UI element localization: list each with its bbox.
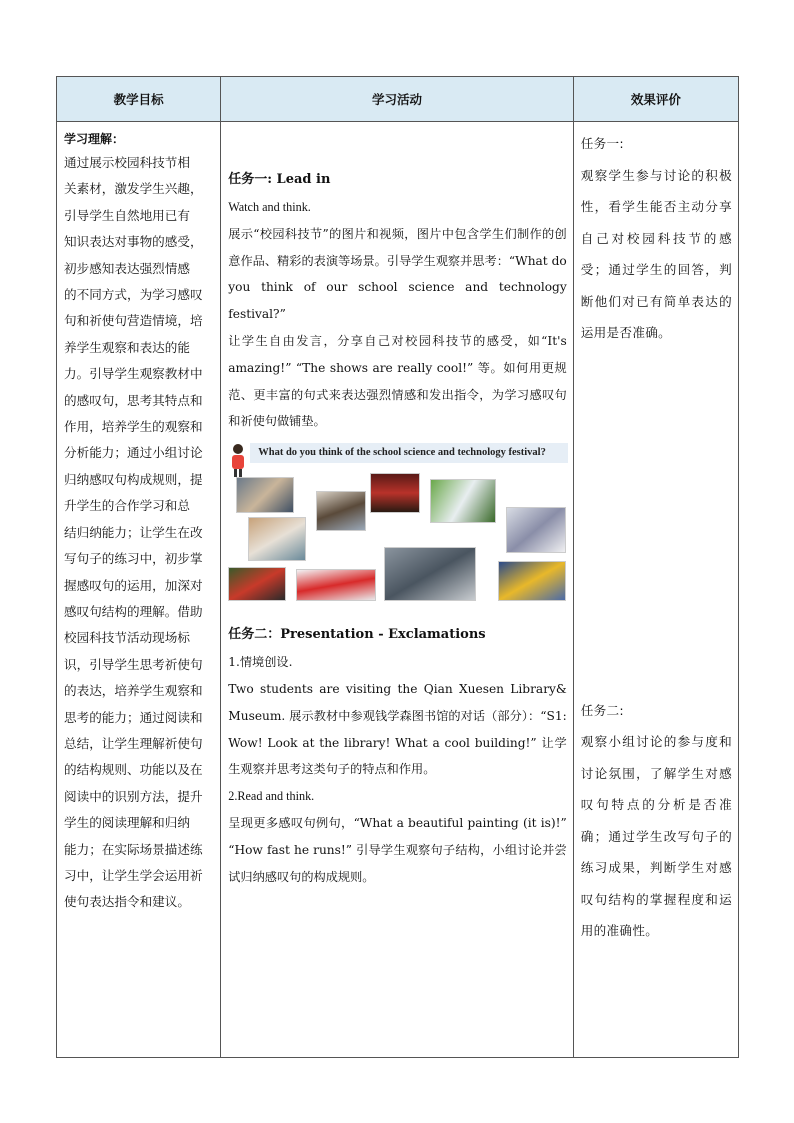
objectives-line: 养学生观察和表达的能 <box>64 339 190 355</box>
objectives-line: 归纳感叹句构成规则，提 <box>64 471 203 487</box>
task2-step1: 1.情境创设. <box>228 655 293 670</box>
objectives-line: 使句表达指令和建议。 <box>64 894 190 910</box>
objectives-line: 的结构规则、功能以及在 <box>64 762 203 778</box>
header-evaluation: 效果评价 <box>573 77 738 122</box>
objectives-line: 识，引导学生思考祈使句 <box>64 656 203 672</box>
task1-paragraph-1: 展示“校园科技节”的图片和视频，图片中包含学生们制作的创意作品、精彩的表演等场景。引导学生观察并思考：“What do you think of our school science and technology festival?” <box>228 226 567 322</box>
activities-cell <box>221 122 574 1058</box>
header-row <box>57 77 739 122</box>
festival-photo <box>430 479 496 523</box>
objectives-line: 总结，让学生理解祈使句 <box>64 735 203 751</box>
header-objectives: 教学目标 <box>57 77 221 122</box>
objectives-line: 写句子的练习中，初步掌 <box>64 551 203 567</box>
objectives-line: 感叹句结构的理解。借助 <box>64 603 203 619</box>
eval-task2-label: 任务二: <box>580 702 624 718</box>
festival-photo <box>236 477 294 513</box>
objectives-line: 引导学生自然地用已有 <box>64 207 190 223</box>
content-row <box>57 122 739 1058</box>
objectives-cell <box>57 122 221 1058</box>
task1-subtitle: Watch and think. <box>228 200 311 214</box>
task2-paragraph-1: Two students are visiting the Qian Xuesen Library& Museum. 展示教材中参观钱学森图书馆的对话（部分）：“S1: Wow! Look at the library! What a cool building!” 让学生观察并思考这类句子的特点和作用。 <box>228 681 567 777</box>
objectives-line: 知识表达对事物的感受， <box>64 234 203 250</box>
festival-photo <box>384 547 476 601</box>
objectives-title: 学习理解： <box>64 132 125 146</box>
objectives-line: 升学生的合作学习和总 <box>64 498 190 514</box>
festival-photo <box>498 561 566 601</box>
task2-step2: 2.Read and think. <box>228 789 315 804</box>
eval-task1-text: 观察学生参与讨论的积极性，看学生能否主动分享自己对校园科技节的感受；通过学生的回答，判断他们对已有简单表达的运用是否准确。 <box>580 167 732 340</box>
lesson-plan-table <box>56 76 739 1058</box>
task2-paragraph-2: 呈现更多感叹句例句，“What a beautiful painting (it is)!” “How fast he runs!” 引导学生观察句子结构，小组讨论并尝试归纳感叹句的构成规则。 <box>228 815 567 884</box>
objectives-line: 句和祈使句营造情境，培 <box>64 313 203 329</box>
festival-photo <box>316 491 366 531</box>
eval-task1-label: 任务一: <box>580 136 624 151</box>
objectives-line: 能力；在实际场景描述练 <box>64 841 203 857</box>
objectives-line: 校园科技节活动现场标 <box>64 630 190 646</box>
objectives-line: 握感叹句的运用，加深对 <box>64 577 203 593</box>
festival-photo-collage <box>228 443 568 601</box>
task1-title: 任务一: Lead in <box>228 172 331 187</box>
objectives-line: 的表达，培养学生观察和 <box>64 683 203 699</box>
objectives-line: 的不同方式，为学习感叹 <box>64 287 203 303</box>
festival-photo <box>296 569 376 601</box>
festival-photo <box>506 507 566 553</box>
objectives-line: 力。引导学生观察教材中 <box>64 366 203 382</box>
objectives-line: 思考的能力；通过阅读和 <box>64 709 203 725</box>
task1-paragraph-2: 让学生自由发言，分享自己对校园科技节的感受，如“It's amazing!” “The shows are really cool!” 等。如何用更规范、更丰富的句式来表达强烈情感和发出指令，为学习感叹句和祈使句做铺垫。 <box>228 333 567 429</box>
festival-photo <box>248 517 306 561</box>
objectives-line: 结归纳能力；让学生在改 <box>64 524 203 540</box>
task2-title: 任务二：Presentation - Exclamations <box>228 627 486 643</box>
objectives-line: 习中，让学生学会运用祈 <box>64 867 203 883</box>
objectives-text <box>64 150 216 916</box>
objectives-line: 通过展示校园科技节相 <box>64 155 190 170</box>
festival-photo <box>228 567 286 601</box>
objectives-line: 作用，培养学生的观察和 <box>64 419 203 435</box>
objectives-line: 初步感知表达强烈情感 <box>64 260 190 276</box>
festival-photo <box>370 473 420 513</box>
eval-task2-text: 观察小组讨论的参与度和讨论氛围，了解学生对感叹句特点的分析是否准确；通过学生改写句子的练习成果，判断学生对感叹句结构的掌握程度和运用的准确性。 <box>580 734 732 938</box>
teacher-illustration <box>228 443 248 477</box>
objectives-line: 阅读中的识别方法，提升 <box>64 788 203 804</box>
objectives-line: 分析能力；通过小组讨论 <box>64 445 203 461</box>
evaluation-cell <box>573 122 738 1058</box>
objectives-line: 的感叹句，思考其特点和 <box>64 392 203 408</box>
objectives-line: 学生的阅读理解和归纳 <box>64 815 190 831</box>
header-activities: 学习活动 <box>221 77 574 122</box>
objectives-line: 关素材，激发学生兴趣， <box>64 181 203 197</box>
collage-banner: What do you think of the school science and technology festival? <box>250 443 568 463</box>
